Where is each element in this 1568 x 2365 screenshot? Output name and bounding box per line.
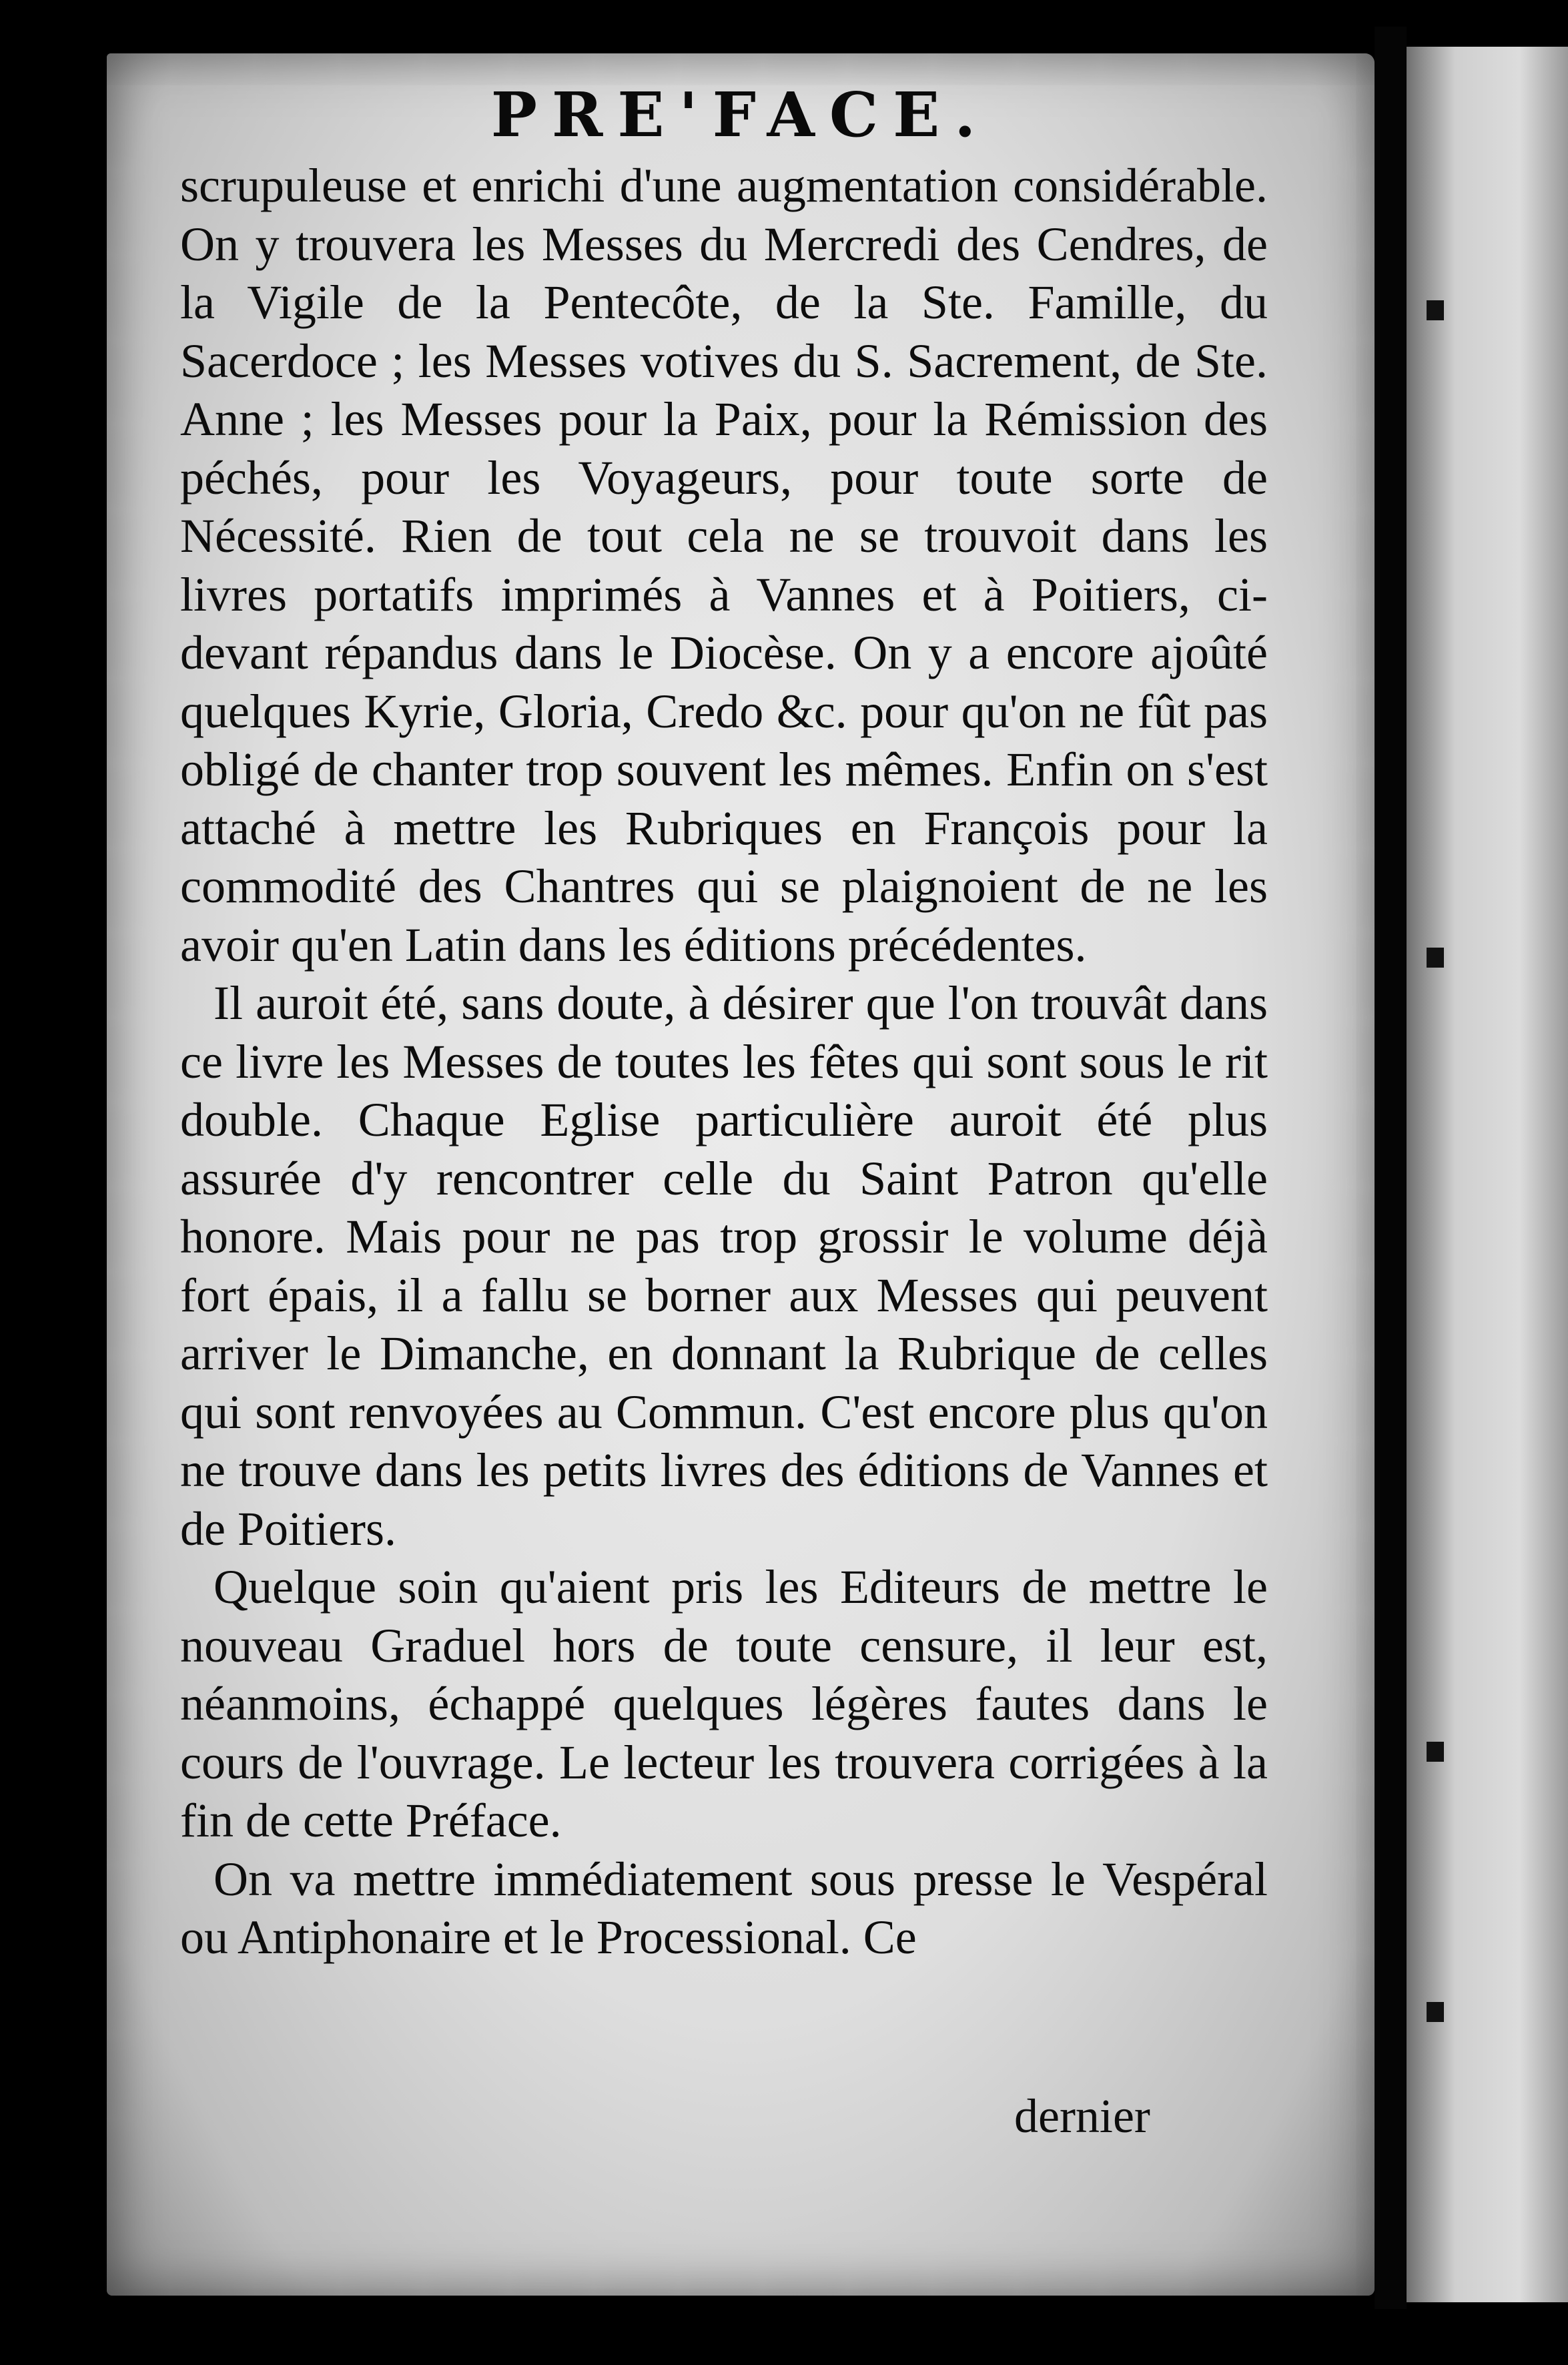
paragraph: Il auroit été, sans doute, à désirer que l'on trouvât dans ce livre les Messes de toutes les fêtes qui sont sous le rit double. Chaque Eglise particulière auroit été plus assurée d'y rencontrer celle du Saint Patron qu'elle honore. Mais pour ne pas trop grossir le volume déjà fort épais, il a fallu se borner aux Messes qui peuvent arriver le Dimanche, en donnant la Rubrique de celles qui sont renvoyées au Commun. C'est encore plus qu'on ne trouve dans les petits livres des éditions de Vannes et de Poitiers. xyxy=(180,976,1268,1556)
paragraph: On va mettre immédiatement sous presse le Vespéral ou Antiphonaire et le Processional. Ce xyxy=(180,1852,1268,1964)
paragraph: scrupuleuse et enrichi d'une augmentation considérable. On y trouvera les Messes du Mercredi des Cendres, de la Vigile de la Pentecôte, de la Ste. Famille, du Sacerdoce ; les Messes votives du S. Sacrement, de Ste. Anne ; les Messes pour la Paix, pour la Rémission des péchés, pour les Voyageurs, pour toute sorte de Nécessité. Rien de tout cela ne se trouvoit dans les livres portatifs imprimés à Vannes et à Poitiers, ci-devant répandus dans le Diocèse. On y a encore ajoûté quelques Kyrie, Gloria, Credo &c. pour qu'on ne fût pas obligé de chanter trop souvent les mêmes. Enfin on s'est attaché à mettre les Rubriques en François pour la commodité des Chantres qui se plaignoient de ne les avoir qu'en Latin dans les éditions précédentes. xyxy=(180,159,1268,972)
facing-page-ink-mark xyxy=(1427,1742,1444,1762)
body-text xyxy=(180,157,1268,1967)
binding-gutter xyxy=(1375,27,1407,2309)
paragraph: Quelque soin qu'aient pris les Editeurs de mettre le nouveau Graduel hors de toute censure, il leur est, néanmoins, échappé quelques légères fautes dans le cours de l'ouvrage. Le lecteur les trouvera corrigées à la fin de cette Préface. xyxy=(180,1560,1268,1847)
facing-page-ink-mark xyxy=(1427,948,1444,968)
catchword: dernier xyxy=(1014,2089,1150,2143)
facing-page-ink-mark xyxy=(1427,2002,1444,2022)
facing-page-ink-mark xyxy=(1427,300,1444,320)
running-head: PRE'FACE. xyxy=(490,79,991,151)
facing-page-edge xyxy=(1407,47,1568,2302)
